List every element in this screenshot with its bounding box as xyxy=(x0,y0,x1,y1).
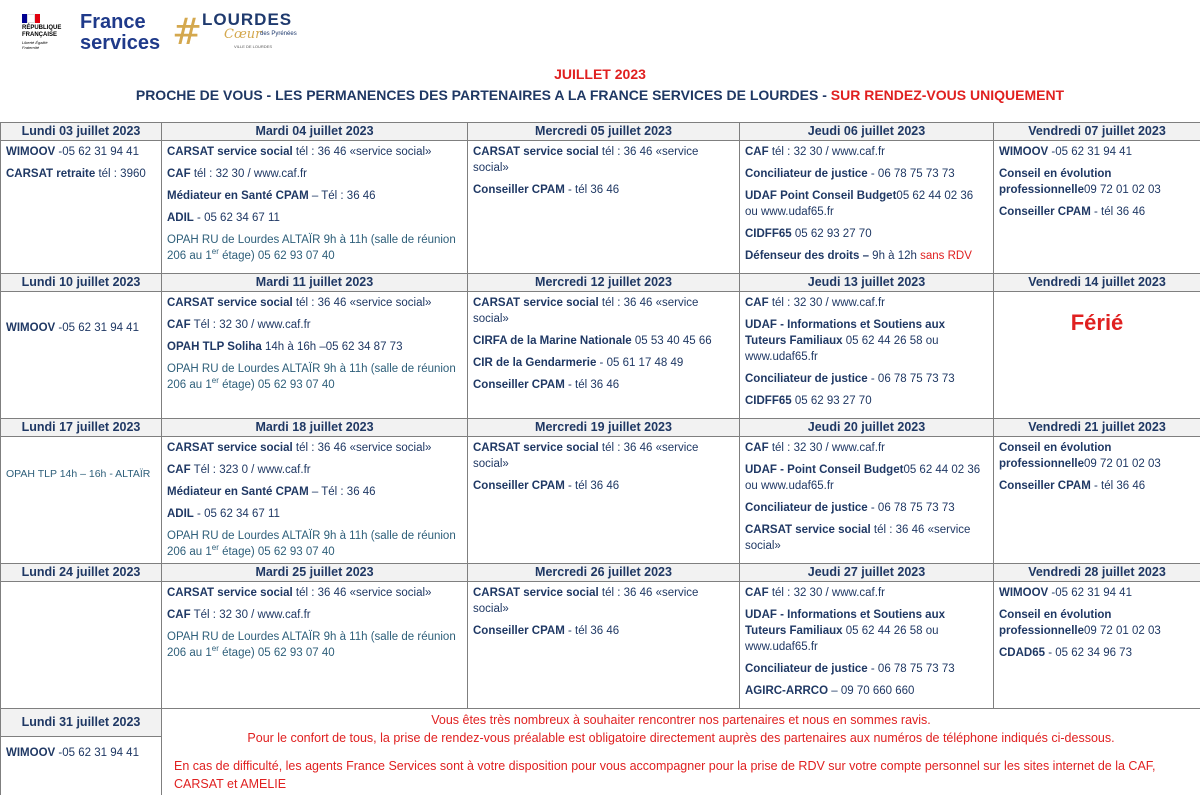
partner-contact: tél : 36 46 «service social» xyxy=(292,297,432,309)
partner-entry xyxy=(999,585,1195,601)
partner-entry xyxy=(167,462,462,478)
partner-name: Médiateur en Santé CPAM xyxy=(167,486,309,498)
opah-line1: OPAH RU de Lourdes ALTAÏR 9h à 11h (salle de réunion xyxy=(167,530,456,542)
day-header-row xyxy=(1,123,1200,141)
partner-contact: 05 62 93 27 70 xyxy=(791,395,872,407)
partner-contact: - 05 62 34 67 11 xyxy=(193,508,280,520)
last-week-row xyxy=(1,709,1200,737)
day-header: Lundi 24 juillet 2023 xyxy=(1,564,162,582)
partner-entry xyxy=(745,144,988,160)
tuesday-cell xyxy=(162,582,468,709)
partner-contact: tél : 36 46 «service social» xyxy=(473,442,699,470)
partner-name: Conseil en évolution professionnelle xyxy=(999,168,1112,196)
partner-contact: -05 62 31 94 41 xyxy=(55,146,139,158)
partner-entry xyxy=(745,166,988,182)
partner-entry xyxy=(167,506,462,522)
partner-contact: -05 62 31 94 41 xyxy=(1048,587,1132,599)
partner-name: Conciliateur de justice xyxy=(745,502,868,514)
partner-contact: - 06 78 75 73 73 xyxy=(867,663,955,675)
partner-note: sans RDV xyxy=(920,250,972,262)
partner-contact: - tél 36 46 xyxy=(1090,480,1146,492)
partner-entry xyxy=(167,440,462,456)
partner-entry xyxy=(999,607,1195,639)
day-header: Vendredi 21 juillet 2023 xyxy=(994,419,1200,437)
partner-entry xyxy=(167,144,462,160)
permanences-table xyxy=(0,122,1200,795)
day-header: Lundi 31 juillet 2023 xyxy=(1,709,162,737)
partner-entry xyxy=(745,295,988,311)
opah-entry xyxy=(167,528,462,560)
day-header: Jeudi 06 juillet 2023 xyxy=(740,123,994,141)
partner-name: ADIL xyxy=(167,212,194,224)
partner-name: Conseiller CPAM xyxy=(999,206,1091,218)
partner-name: CARSAT service social xyxy=(745,524,871,536)
partner-entry xyxy=(473,377,734,393)
partner-entry xyxy=(167,607,462,623)
thursday-cell xyxy=(740,582,994,709)
wednesday-cell xyxy=(468,292,740,419)
partner-entry xyxy=(745,440,988,456)
thursday-cell xyxy=(740,292,994,419)
partner-contact: 05 53 40 45 66 xyxy=(631,335,712,347)
partner-entry xyxy=(473,585,734,617)
partner-entry xyxy=(167,585,462,601)
opah-sup: er xyxy=(211,247,219,257)
partner-entry xyxy=(745,500,988,516)
notice-line: Vous êtes très nombreux à souhaiter rencontrer nos partenaires et nous en sommes ravis. xyxy=(431,713,931,727)
france-services-logo xyxy=(80,12,160,54)
partner-name: CAF xyxy=(167,464,191,476)
wednesday-cell xyxy=(468,437,740,564)
partner-name: Conseiller CPAM xyxy=(473,184,565,196)
opah-entry xyxy=(167,232,462,264)
page-title-main: PROCHE DE VOUS - LES PERMANENCES DES PARTENAIRES A LA FRANCE SERVICES DE LOURDES - xyxy=(135,87,831,103)
partner-entry xyxy=(167,339,462,355)
partner-entry xyxy=(745,371,988,387)
day-header: Mardi 04 juillet 2023 xyxy=(162,123,468,141)
partner-contact: tél : 36 46 «service social» xyxy=(292,587,432,599)
day-header: Mardi 25 juillet 2023 xyxy=(162,564,468,582)
partner-name: CARSAT service social xyxy=(167,587,293,599)
lourdes-name: LOURDES xyxy=(202,10,293,29)
partner-entry xyxy=(745,188,988,220)
day-header: Mercredi 05 juillet 2023 xyxy=(468,123,740,141)
partner-entry xyxy=(167,317,462,333)
partner-contact: - tél 36 46 xyxy=(1090,206,1146,218)
partner-contact: - 05 61 17 48 49 xyxy=(596,357,684,369)
lourdes-logo xyxy=(172,8,312,60)
partner-contact: tél : 32 30 / www.caf.fr xyxy=(768,442,885,454)
partner-contact: - tél 36 46 xyxy=(564,625,620,637)
partner-entry xyxy=(745,317,988,365)
tuesday-cell xyxy=(162,141,468,274)
month-title: JUILLET 2023 xyxy=(554,66,646,82)
partner-contact: 09 72 01 02 03 xyxy=(1084,458,1161,470)
partner-name: CAF xyxy=(745,146,769,158)
partner-name: CARSAT service social xyxy=(473,146,599,158)
partner-name: WIMOOV xyxy=(6,146,56,158)
day-header: Jeudi 27 juillet 2023 xyxy=(740,564,994,582)
day-header-row xyxy=(1,419,1200,437)
partner-contact: - 06 78 75 73 73 xyxy=(867,168,955,180)
lourdes-pyrenees: des Pyrénées xyxy=(260,31,297,37)
devise-label: Liberté Égalité Fraternité xyxy=(22,40,48,50)
day-header-row xyxy=(1,564,1200,582)
week-row xyxy=(1,437,1200,564)
partner-entry xyxy=(473,440,734,472)
marianne-flag-icon xyxy=(22,14,40,23)
wednesday-cell xyxy=(468,141,740,274)
partner-name: WIMOOV xyxy=(999,146,1049,158)
day-header: Vendredi 14 juillet 2023 xyxy=(994,274,1200,292)
partner-entry xyxy=(999,204,1195,220)
partner-entry xyxy=(745,393,988,409)
partner-name: Conseil en évolution professionnelle xyxy=(999,609,1112,637)
partner-contact: Tél : 32 30 / www.caf.fr xyxy=(190,609,311,621)
partner-contact: – Tél : 36 46 xyxy=(308,486,376,498)
week-row xyxy=(1,141,1200,274)
monday-cell xyxy=(1,292,162,419)
partner-contact: 9h à 12h xyxy=(868,250,921,262)
day-header: Vendredi 07 juillet 2023 xyxy=(994,123,1200,141)
day-header: Mercredi 26 juillet 2023 xyxy=(468,564,740,582)
day-header: Mercredi 12 juillet 2023 xyxy=(468,274,740,292)
opah-entry xyxy=(167,361,462,393)
partner-name: CAF xyxy=(167,319,191,331)
day-header: Mardi 11 juillet 2023 xyxy=(162,274,468,292)
partner-name: Défenseur des droits – xyxy=(745,250,869,262)
partner-entry xyxy=(999,440,1195,472)
monday-cell xyxy=(1,141,162,274)
partner-name: WIMOOV xyxy=(6,322,56,334)
friday-cell xyxy=(994,292,1200,419)
opah-line2: 206 au 1 xyxy=(167,250,212,262)
partner-contact: – 09 70 660 660 xyxy=(828,685,915,697)
thursday-cell xyxy=(740,141,994,274)
partner-contact: tél : 36 46 «service social» xyxy=(473,297,699,325)
opah-line2: 206 au 1 xyxy=(167,647,212,659)
partner-entry xyxy=(745,607,988,655)
partner-contact: - 05 62 34 67 11 xyxy=(193,212,280,224)
partner-entry xyxy=(473,623,734,639)
partner-entry xyxy=(745,683,988,699)
partner-contact: - tél 36 46 xyxy=(564,480,620,492)
partner-entry xyxy=(6,320,156,336)
partner-name: UDAF - Informations et Soutiens aux Tuteurs Familiaux xyxy=(745,609,945,637)
partner-contact: tél : 36 46 «service social» xyxy=(745,524,971,552)
partner-contact: - 06 78 75 73 73 xyxy=(867,373,955,385)
partner-name: UDAF Point Conseil Budget xyxy=(745,190,897,202)
opah-line2-end: étage) 05 62 93 07 40 xyxy=(218,546,335,558)
ferie-label: Férié xyxy=(1070,310,1124,335)
partner-entry xyxy=(167,295,462,311)
partner-contact: -05 62 31 94 41 xyxy=(55,747,139,759)
partner-name: CIDFF65 xyxy=(745,228,792,240)
opah-entry xyxy=(167,629,462,661)
partner-contact: 05 62 44 02 36 ou www.udaf65.fr xyxy=(745,190,974,218)
partner-contact: tél : 32 30 / www.caf.fr xyxy=(190,168,307,180)
tuesday-cell xyxy=(162,292,468,419)
page-title xyxy=(0,87,1200,103)
monday-cell xyxy=(1,582,162,709)
partner-contact: 05 62 93 27 70 xyxy=(791,228,872,240)
tuesday-cell xyxy=(162,437,468,564)
monday-cell xyxy=(1,737,162,795)
partner-name: Conciliateur de justice xyxy=(745,373,868,385)
partner-contact: tél : 36 46 «service social» xyxy=(292,442,432,454)
partner-contact: - 06 78 75 73 73 xyxy=(867,502,955,514)
day-header: Mardi 18 juillet 2023 xyxy=(162,419,468,437)
partner-contact: tél : 36 46 «service social» xyxy=(473,587,699,615)
partner-contact: -05 62 31 94 41 xyxy=(55,322,139,334)
partner-name: AGIRC-ARRCO xyxy=(745,685,829,697)
opah-line1: OPAH RU de Lourdes ALTAÏR 9h à 11h (salle de réunion xyxy=(167,234,456,246)
page-title-rdv: SUR RENDEZ-VOUS UNIQUEMENT xyxy=(830,87,1065,103)
partner-name: UDAF - Informations et Soutiens aux Tuteurs Familiaux xyxy=(745,319,945,347)
partner-name: CARSAT retraite xyxy=(6,168,96,180)
partner-name: CIDFF65 xyxy=(745,395,792,407)
partner-entry xyxy=(167,166,462,182)
partner-name: CAF xyxy=(167,609,191,621)
partner-contact: – Tél : 36 46 xyxy=(308,190,376,202)
france-services-line1: France xyxy=(80,11,146,33)
partner-name: CAF xyxy=(167,168,191,180)
partner-contact: 14h à 16h –05 62 34 87 73 xyxy=(261,341,403,353)
partner-entry xyxy=(999,144,1195,160)
partner-contact: -05 62 31 94 41 xyxy=(1048,146,1132,158)
partner-entry xyxy=(167,210,462,226)
partner-entry xyxy=(473,295,734,327)
wednesday-cell xyxy=(468,582,740,709)
opah-line2: 206 au 1 xyxy=(167,546,212,558)
day-header: Jeudi 20 juillet 2023 xyxy=(740,419,994,437)
lourdes-coeur: Cœur xyxy=(224,27,262,42)
notice-line: Pour le confort de tous, la prise de rendez-vous préalable est obligatoire directement auprès des partenaires aux numéros de téléphone indiqués ci-dessous. xyxy=(247,731,1115,745)
partner-entry xyxy=(6,144,156,160)
partner-entry xyxy=(6,745,156,761)
day-header: Lundi 03 juillet 2023 xyxy=(1,123,162,141)
partner-name: CARSAT service social xyxy=(167,297,293,309)
partner-name: ADIL xyxy=(167,508,194,520)
republique-francaise-logo xyxy=(22,14,62,50)
partner-name: CARSAT service social xyxy=(473,587,599,599)
friday-cell xyxy=(994,437,1200,564)
partner-name: CIRFA de la Marine Nationale xyxy=(473,335,632,347)
partner-entry xyxy=(6,166,156,182)
republique-label: RÉPUBLIQUE FRANÇAISE xyxy=(22,25,62,38)
partner-contact: - 05 62 34 96 73 xyxy=(1045,647,1132,659)
france-services-line2: services xyxy=(80,32,161,54)
partner-entry xyxy=(473,478,734,494)
partner-name: CARSAT service social xyxy=(167,146,293,158)
thursday-cell xyxy=(740,437,994,564)
partner-entry xyxy=(167,188,462,204)
partner-entry xyxy=(167,484,462,500)
week-row xyxy=(1,292,1200,419)
day-header-row xyxy=(1,274,1200,292)
partner-contact: - tél 36 46 xyxy=(564,379,620,391)
partner-name: UDAF - Point Conseil Budget xyxy=(745,464,904,476)
opah-line2-end: étage) 05 62 93 07 40 xyxy=(218,379,335,391)
partner-name: OPAH TLP Soliha xyxy=(167,341,262,353)
partner-name: WIMOOV xyxy=(6,747,56,759)
day-header: Lundi 17 juillet 2023 xyxy=(1,419,162,437)
partner-contact: tél : 32 30 / www.caf.fr xyxy=(768,146,885,158)
partner-contact: tél : 32 30 / www.caf.fr xyxy=(768,587,885,599)
partner-contact: tél : 32 30 / www.caf.fr xyxy=(768,297,885,309)
opah-sup: er xyxy=(211,543,219,553)
partner-entry xyxy=(745,522,988,554)
partner-entry xyxy=(999,478,1195,494)
partner-name: CARSAT service social xyxy=(473,442,599,454)
friday-cell xyxy=(994,582,1200,709)
notice-line: En cas de difficulté, les agents France Services sont à votre disposition pour vous accompagner pour la prise de RDV sur votre compte personnel sur les sites internet de la CAF, CARSAT et AMELIE xyxy=(174,759,1156,791)
opah-line2: 206 au 1 xyxy=(167,379,212,391)
hashtag-icon: # xyxy=(172,12,203,53)
opah-line1: OPAH RU de Lourdes ALTAÏR 9h à 11h (salle de réunion xyxy=(167,363,456,375)
partner-name: CAF xyxy=(745,587,769,599)
partner-name: WIMOOV xyxy=(999,587,1049,599)
opah-sup: er xyxy=(211,376,219,386)
partner-name: CARSAT service social xyxy=(167,442,293,454)
partner-name: Conciliateur de justice xyxy=(745,168,868,180)
partner-contact: 05 62 44 02 36 ou www.udaf65.fr xyxy=(745,464,981,492)
opah-line2-end: étage) 05 62 93 07 40 xyxy=(218,250,335,262)
header-logos xyxy=(14,8,314,58)
partner-name: Médiateur en Santé CPAM xyxy=(167,190,309,202)
partner-contact: 05 62 44 26 58 ou www.udaf65.fr xyxy=(745,335,939,363)
partner-contact: tél : 36 46 «service social» xyxy=(292,146,432,158)
partner-contact: 05 62 44 26 58 ou www.udaf65.fr xyxy=(745,625,939,653)
day-header: Jeudi 13 juillet 2023 xyxy=(740,274,994,292)
partner-entry xyxy=(473,144,734,176)
partner-name: Conseiller CPAM xyxy=(473,480,565,492)
partner-contact: 09 72 01 02 03 xyxy=(1084,625,1161,637)
partner-contact: tél : 36 46 «service social» xyxy=(473,146,699,174)
opah-sup: er xyxy=(211,644,219,654)
partner-contact: 09 72 01 02 03 xyxy=(1084,184,1161,196)
week-row xyxy=(1,582,1200,709)
partner-entry xyxy=(473,182,734,198)
day-header: Vendredi 28 juillet 2023 xyxy=(994,564,1200,582)
partner-entry xyxy=(745,248,988,264)
opah-line2-end: étage) 05 62 93 07 40 xyxy=(218,647,335,659)
friday-cell xyxy=(994,141,1200,274)
monday-cell xyxy=(1,437,162,564)
partner-entry xyxy=(473,355,734,371)
partner-name: Conseiller CPAM xyxy=(473,379,565,391)
partner-name: Conciliateur de justice xyxy=(745,663,868,675)
partner-name: CAF xyxy=(745,297,769,309)
partner-entry xyxy=(745,226,988,242)
lourdes-ville: VILLE DE LOURDES xyxy=(234,44,273,49)
partner-name: CDAD65 xyxy=(999,647,1046,659)
partner-entry xyxy=(473,333,734,349)
partner-name: CAF xyxy=(745,442,769,454)
partner-contact: tél : 3960 xyxy=(95,168,146,180)
opah-tlp-note: OPAH TLP 14h – 16h - ALTAÏR xyxy=(6,468,151,480)
partner-entry xyxy=(999,645,1195,661)
partner-name: Conseil en évolution professionnelle xyxy=(999,442,1112,470)
rdv-notice xyxy=(162,709,1200,795)
partner-entry xyxy=(745,462,988,494)
partner-name: CIR de la Gendarmerie xyxy=(473,357,597,369)
partner-entry xyxy=(999,166,1195,198)
partner-entry xyxy=(745,585,988,601)
opah-line1: OPAH RU de Lourdes ALTAÏR 9h à 11h (salle de réunion xyxy=(167,631,456,643)
partner-name: Conseiller CPAM xyxy=(999,480,1091,492)
partner-name: Conseiller CPAM xyxy=(473,625,565,637)
partner-name: CARSAT service social xyxy=(473,297,599,309)
partner-contact: Tél : 323 0 / www.caf.fr xyxy=(190,464,311,476)
partner-contact: Tél : 32 30 / www.caf.fr xyxy=(190,319,311,331)
partner-contact: - tél 36 46 xyxy=(564,184,620,196)
day-header: Lundi 10 juillet 2023 xyxy=(1,274,162,292)
partner-entry xyxy=(745,661,988,677)
day-header: Mercredi 19 juillet 2023 xyxy=(468,419,740,437)
